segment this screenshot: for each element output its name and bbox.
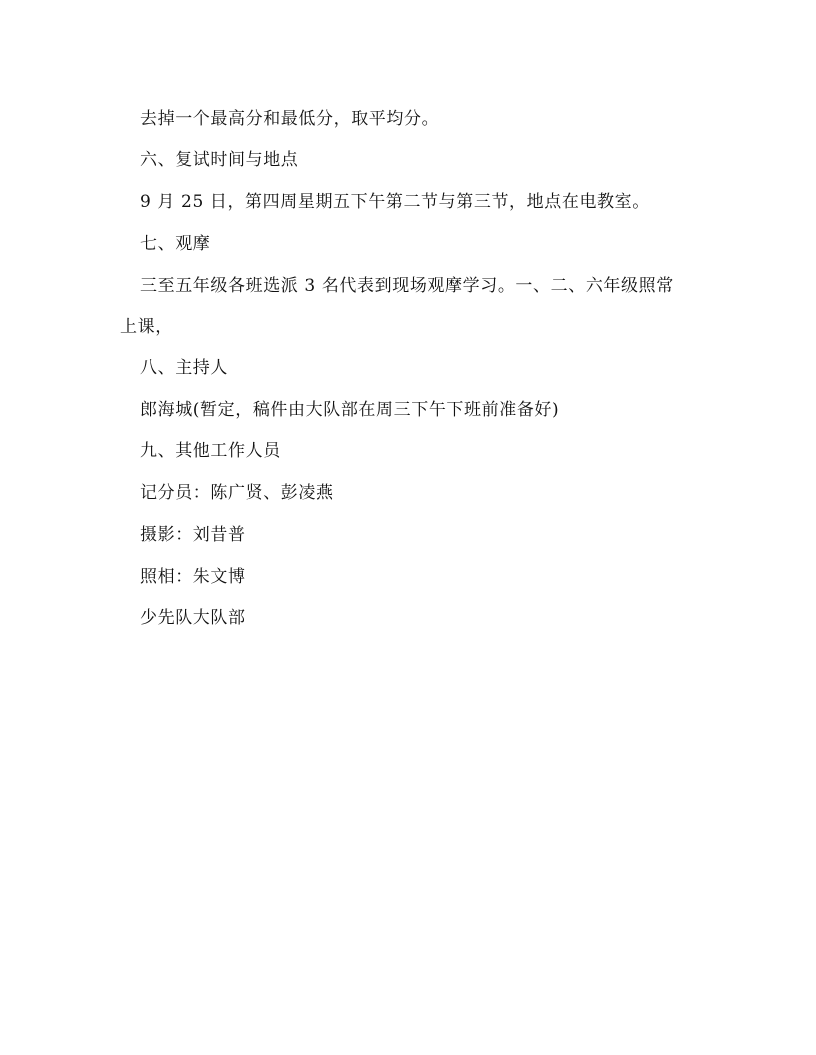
staff-scorekeepers: 记分员：陈广贤、彭凌燕 [140,483,334,503]
paragraph-observation-line-1: 三至五年级各班选派 3 名代表到现场观摩学习。一、二、六年级照常 [140,276,674,296]
staff-videography: 摄影：刘昔普 [140,525,246,545]
paragraph-scoring-rule: 去掉一个最高分和最低分，取平均分。 [140,109,440,129]
paragraph-host-name: 郎海城(暂定，稿件由大队部在周三下午下班前准备好) [140,400,560,420]
staff-photography: 照相：朱文博 [140,567,246,587]
paragraph-observation-line-2: 上课， [120,317,173,337]
section-heading-host: 八、主持人 [140,358,228,378]
section-heading-observation: 七、观摩 [140,234,211,254]
section-heading-retest-time-place: 六、复试时间与地点 [140,150,299,170]
section-heading-other-staff: 九、其他工作人员 [140,441,281,461]
paragraph-retest-schedule: 9 月 25 日，第四周星期五下午第二节与第三节，地点在电教室。 [140,192,650,212]
document-signature-org: 少先队大队部 [140,608,246,628]
